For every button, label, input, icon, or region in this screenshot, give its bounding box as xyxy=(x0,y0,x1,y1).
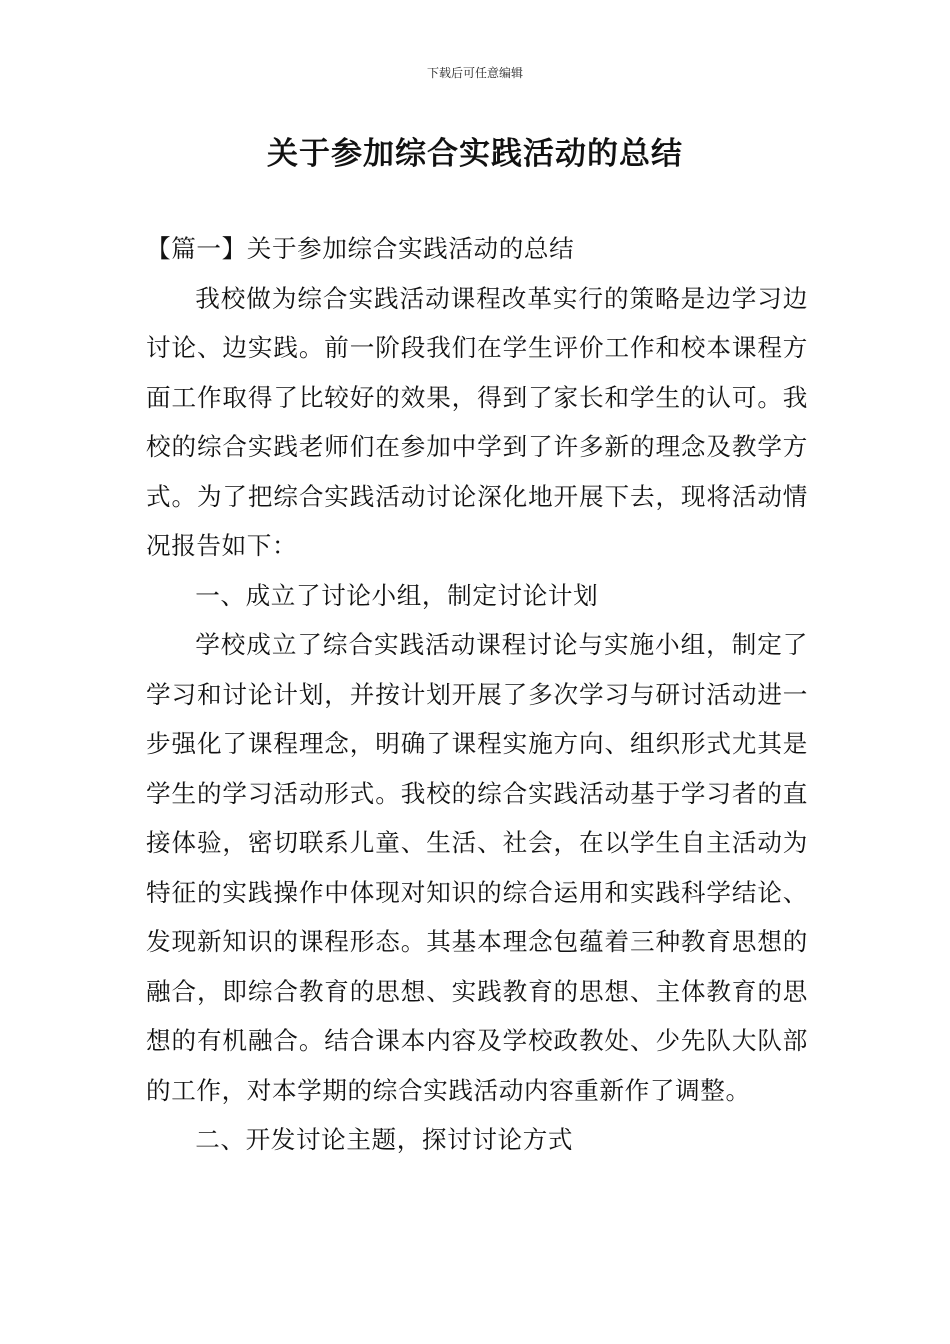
paragraph-intro: 我校做为综合实践活动课程改革实行的策略是边学习边讨论、边实践。前一阶段我们在学生评价工作和校本课程方面工作取得了比较好的效果，得到了家长和学生的认可。我校的综合实践老师们在参加中学到了许多新的理念及教学方式。为了把综合实践活动讨论深化地开展下去，现将活动情况报告如下： xyxy=(146,283,808,560)
subheading-two: 二、开发讨论主题，探讨讨论方式 xyxy=(195,1125,574,1154)
document-title: 关于参加综合实践活动的总结 xyxy=(267,136,683,172)
header-note: 下载后可任意编辑 xyxy=(426,66,523,80)
document-body xyxy=(146,224,808,1165)
paragraph-group: 学校成立了综合实践活动课程讨论与实施小组，制定了学习和讨论计划，并按计划开展了多次学习与研讨活动进一步强化了课程理念，明确了课程实施方向、组织形式尤其是学生的学习活动形式。我校的综合实践活动基于学习者的直接体验，密切联系儿童、生活、社会，在以学生自主活动为特征的实践操作中体现对知识的综合运用和实践科学结论、发现新知识的课程形态。其基本理念包蕴着三种教育思想的融合，即综合教育的思想、实践教育的思想、主体教育的思想的有机融合。结合课本内容及学校政教处、少先队大队部的工作，对本学期的综合实践活动内容重新作了调整。 xyxy=(146,630,808,1105)
section-heading: 【篇一】关于参加综合实践活动的总结 xyxy=(146,234,575,263)
subheading-one: 一、成立了讨论小组，制定讨论计划 xyxy=(195,580,599,610)
